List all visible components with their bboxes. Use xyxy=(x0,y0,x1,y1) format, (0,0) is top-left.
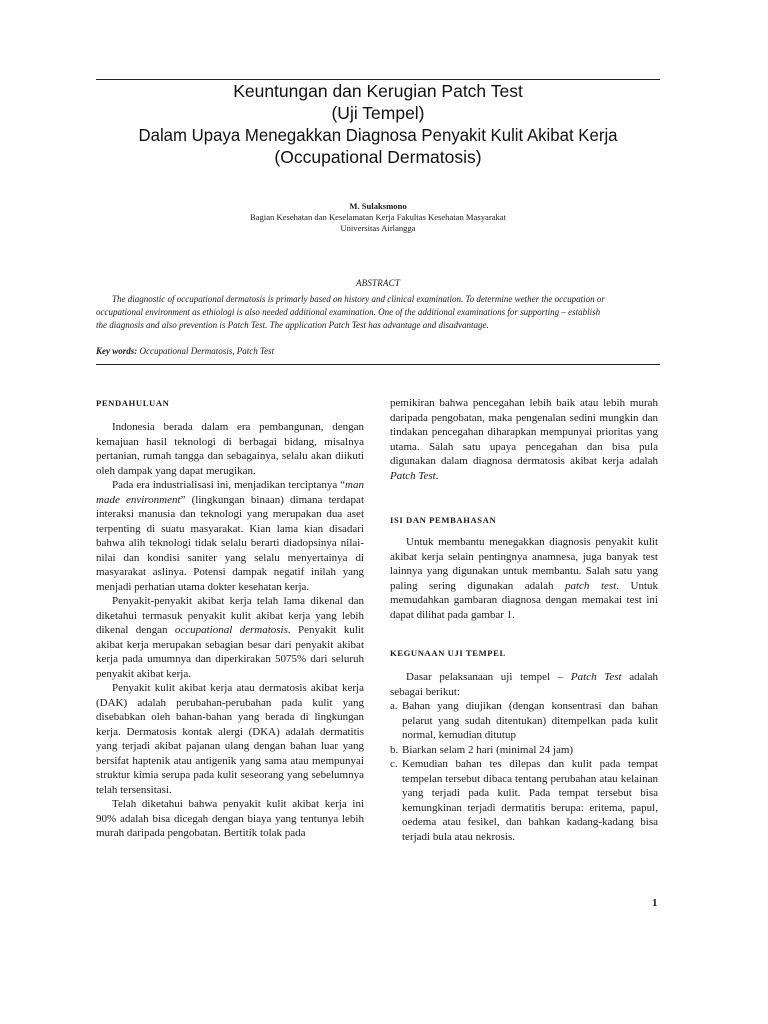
paragraph-3: Penyakit-penyakit akibat kerja telah lama dikenal dan diketahui termasuk penyakit kulit akibat kerja yang lebih dikenal dengan occupational dermatosis. Penyakit kulit akibat kerja merupakan sebagian besar dari penyakit akibat kerja pada umumnya dan diperkirakan 5075% dari seluruh penyakit akibat kerja. xyxy=(96,595,364,680)
paragraph-4: Penyakit kulit akibat kerja atau dermatosis akibat kerja (DAK) adalah perubahan-perubahan pada kulit yang disebabkan oleh bahan-bahan yang berada di lingkungan kerja. Dermatosis kontak alergi (DKA) adalah dermatitis yang terjadi akibat pajanan ulang dengan bahan luar yang bersifat haptenik atau antigenik yang sama atau mempunyai struktur kimia serupa pada kulit seseorang yang sebelumnya telah tersensitasi. xyxy=(96,682,364,796)
affiliation-line-1: Bagian Kesehatan dan Keselamatan Kerja Fakultas Kesehatan Masyarakat xyxy=(249,212,507,222)
list-item: c. Kemudian bahan tes dilepas dan kulit pada tempat tempelan tersebut dibaca tentang perubahan atau kelainan yang terjadi pada kulit. Pada tempat tersebut bisa kemungkinan terjadi dermatitis berupa: eritema, papul, oedema atau fesikel, dan bahkan kadang-kadang bisa terjadi bula atau nekrosis. xyxy=(390,758,658,843)
list-item: a. Bahan yang diujikan (dengan konsentrasi dan bahan pelarut yang sudah ditentukan) ditempelkan pada kulit normal, kemudian ditutup xyxy=(390,700,658,741)
list-item: b. Biarkan selam 2 hari (minimal 24 jam) xyxy=(390,743,574,756)
left-column xyxy=(96,396,364,841)
paragraph-2: Pada era industrialisasi ini, menjadikan terciptanya “man made environment” (lingkungan binaan) dimana terdapat interaksi manusia dan teknologi yang merupakan dua aset terpenting di suatu masyarakat. Kian lama kian disadari bahwa alih teknologi tidak selalu berarti diadopsinya nilai-nilai dan kondisi saniter yang selalu menyertainya di masyarakat aslinya. Potensi dampak negatif inilah yang menjadi perhatian utama dokter kesehatan kerja. xyxy=(96,479,364,593)
paper-title xyxy=(96,80,660,168)
paragraph-continued: pemikiran bahwa pencegahan lebih baik atau lebih murah daripada pengobatan, maka pengenalan sedini mungkin dan tindakan pencegahan diharapkan mempunyai prioritas yang utama. Salah satu upaya pencegahan dan bisa pula digunakan dalam diagnosa dermatosis akibat kerja adalah Patch Test. xyxy=(390,397,658,482)
right-column xyxy=(390,396,658,844)
abstract-line-2: occupational environment as ethiologi is also needed additional examination. One of the additional examinations for supporting – establish xyxy=(96,307,601,317)
title-line-4: (Occupational Dermatosis) xyxy=(274,147,482,167)
author-name: M. Sulaksmono xyxy=(349,201,407,211)
paragraph-6: Untuk membantu menegakkan diagnosis penyakit kulit akibat kerja selain pentingnya anamnesa, juga banyak test lainnya yang digunakan untuk membantu. Salah satu yang paling sering digunakan adalah patch test. Untuk memudahkan gambaran diagnosa dengan memakai test ini dapat dilihat pada gambar 1. xyxy=(390,536,659,621)
section-heading-isi: ISI DAN PEMBAHASAN xyxy=(390,515,497,525)
abstract-line-1: The diagnostic of occupational dermatosis is primarly based on history and clinical examination. To determine wether the occupation or xyxy=(112,294,605,304)
abstract-line-3: the diagnosis and also prevention is Patch Test. The application Patch Test has advantage and disadvantage. xyxy=(96,320,489,330)
abstract-heading: ABSTRACT xyxy=(355,278,401,288)
keywords xyxy=(96,346,274,356)
abstract-body xyxy=(96,293,660,332)
keywords-text: Occupational Dermatosis, Patch Test xyxy=(139,346,275,356)
paragraph-7: Dasar pelaksanaan uji tempel – Patch Test adalah sebagai berikut: xyxy=(390,671,658,698)
author-block xyxy=(96,201,660,234)
paragraph-5: Telah diketahui bahwa penyakit kulit akibat kerja ini 90% adalah bisa dicegah dengan biaya yang tentunya lebih murah daripada pengobatan. Bertitik tolak pada xyxy=(96,798,364,839)
page-number: 1 xyxy=(652,897,658,909)
section-heading-kegunaan: KEGUNAAN UJI TEMPEL xyxy=(390,648,506,658)
section-heading-pendahuluan: PENDAHULUAN xyxy=(96,398,170,408)
paragraph-1: Indonesia berada dalam era pembangunan, dengan kemajuan hasil teknologi di berbagai bidang, misalnya pertanian, rumah tangga dan sebagainya, selalu akan diikuti oleh dampak yang dapat merugikan. xyxy=(96,421,364,477)
title-line-2: (Uji Tempel) xyxy=(331,103,425,123)
title-line-3: Dalam Upaya Menegakkan Diagnosa Penyakit Kulit Akibat Kerja xyxy=(138,125,618,145)
keywords-label: Key words: xyxy=(96,346,138,356)
title-line-1: Keuntungan dan Kerugian Patch Test xyxy=(233,81,523,101)
affiliation-line-2: Universitas Airlangga xyxy=(340,223,416,233)
abstract-rule xyxy=(96,364,660,365)
